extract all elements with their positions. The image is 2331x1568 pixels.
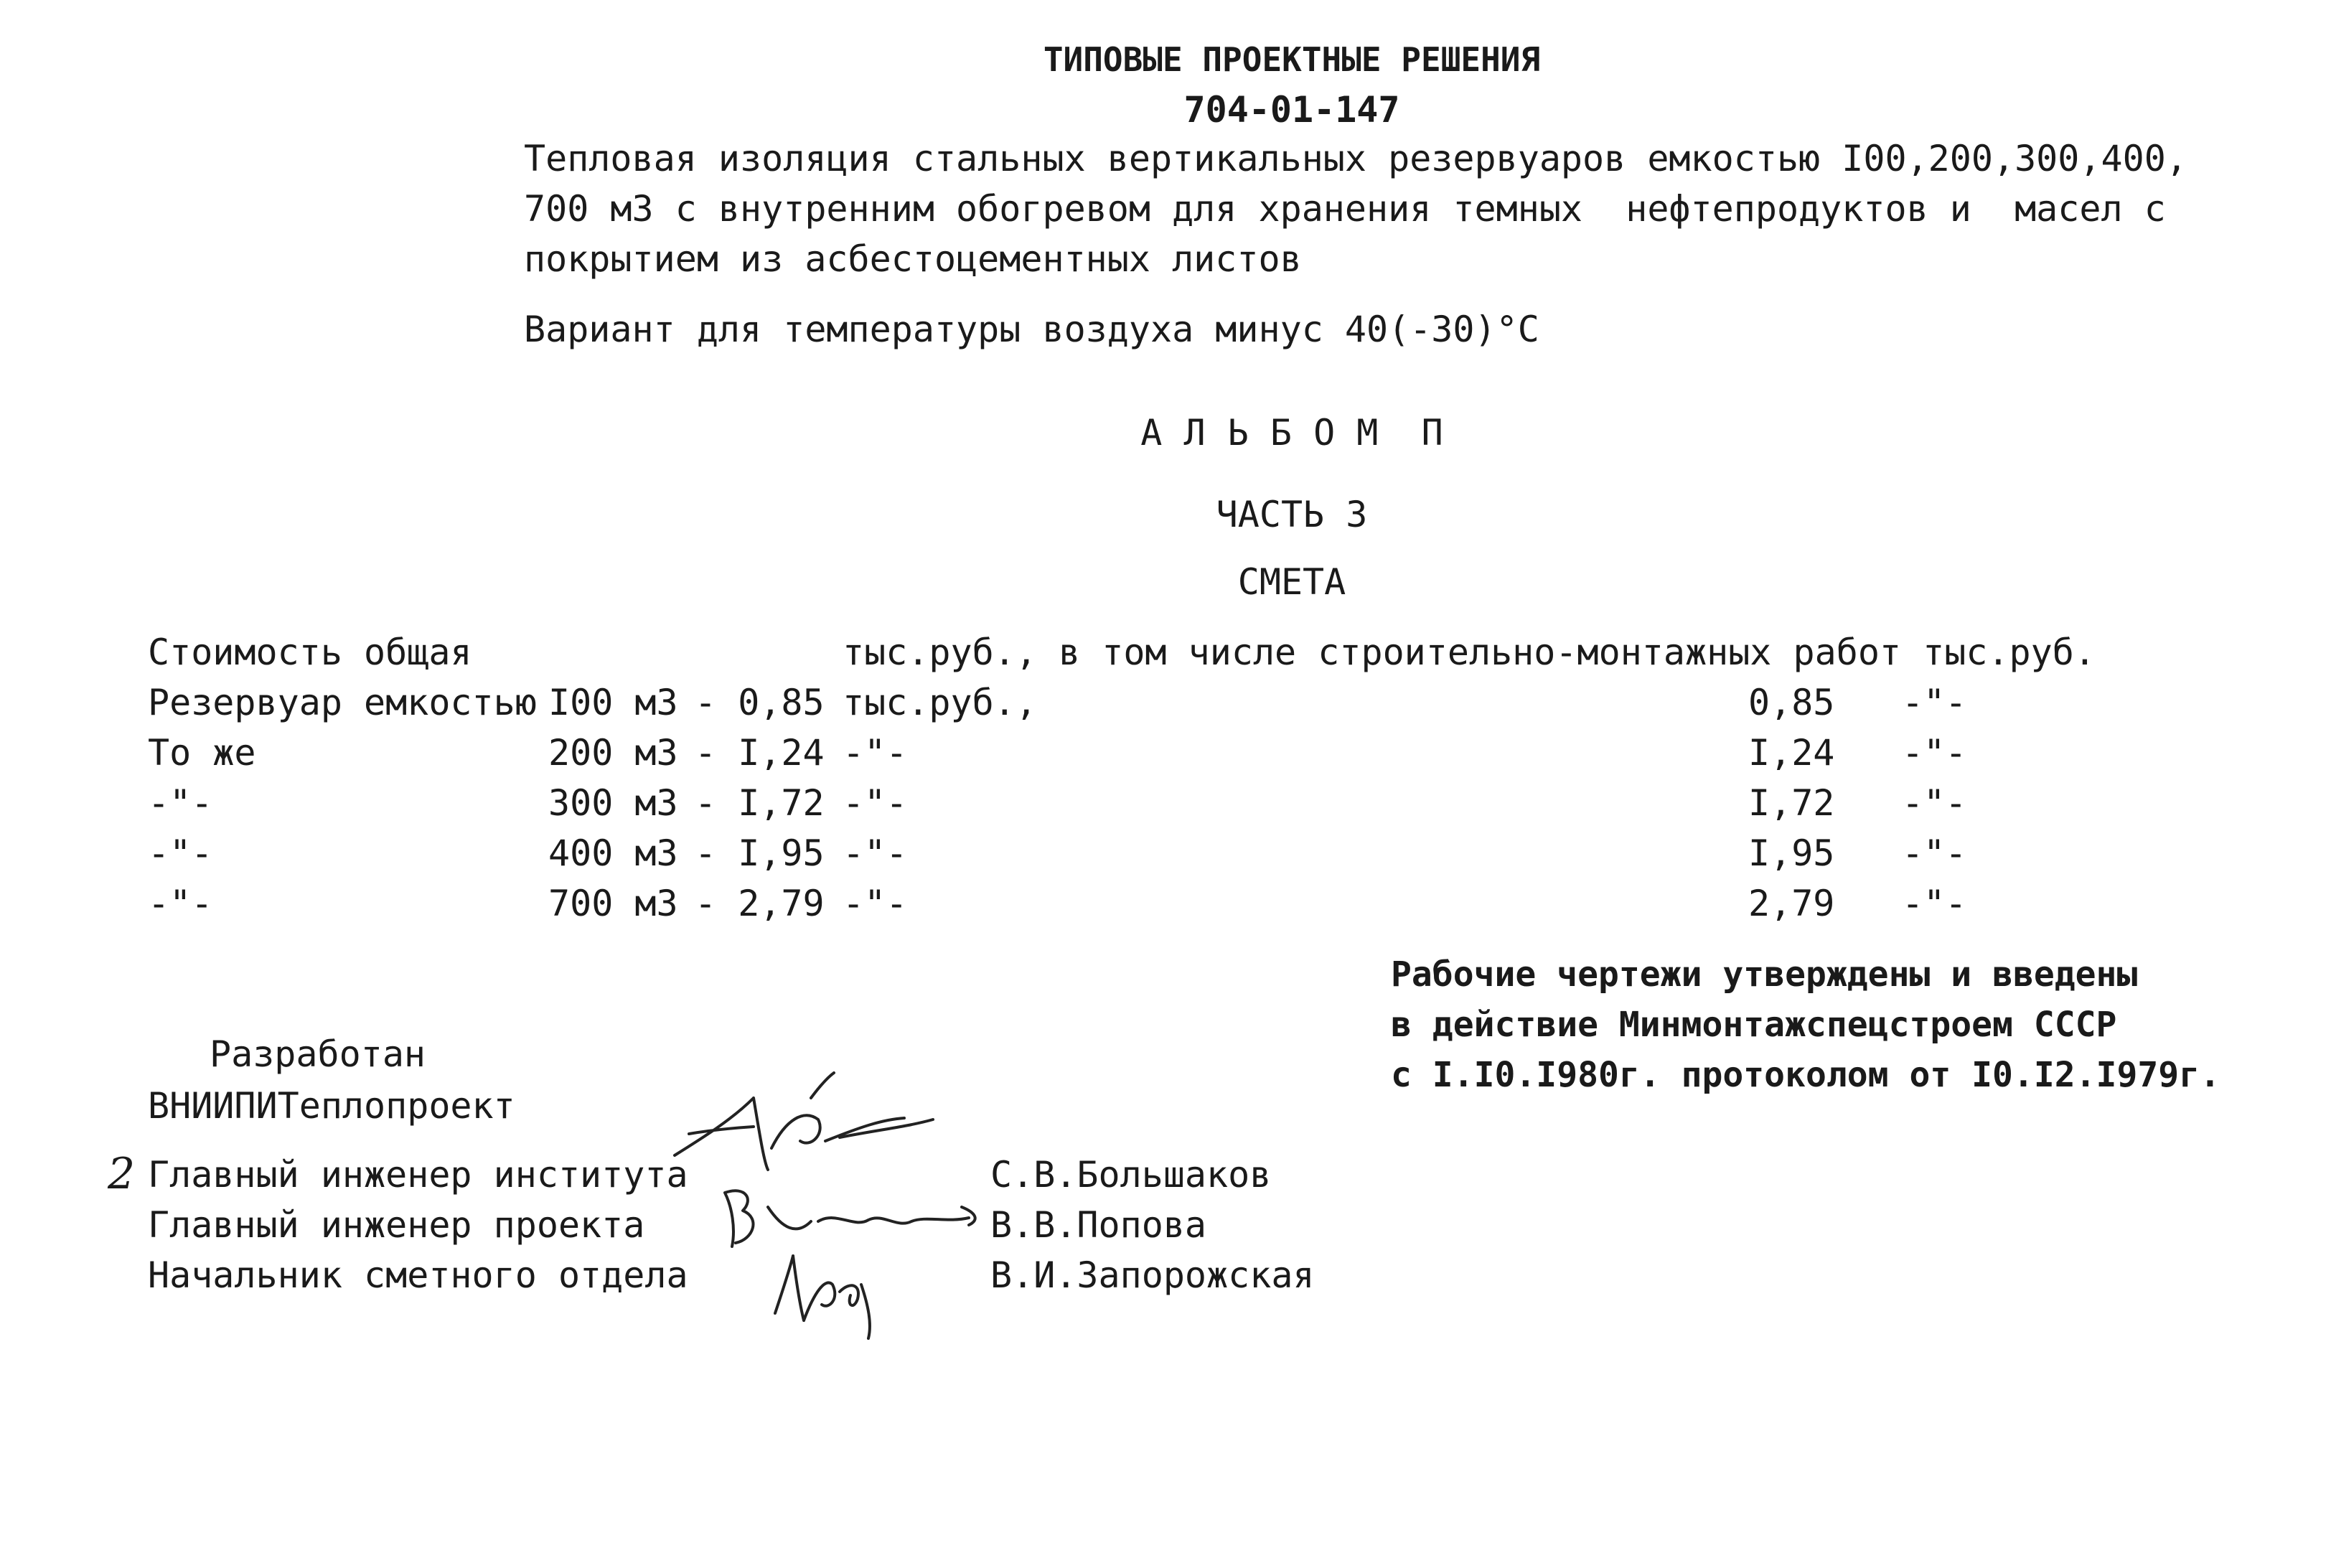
- part-title: ЧАСТЬ 3: [1216, 494, 1368, 535]
- handwritten-mark: 2: [108, 1149, 136, 1199]
- row-smr: I,24: [1748, 732, 1835, 774]
- album-title: А Л Ь Б О М П: [1140, 412, 1443, 454]
- temperature-variant: Вариант для температуры воздуха минус 40(-30)°C: [524, 309, 1539, 350]
- row-cost: - I,72: [695, 782, 825, 824]
- approval-line-2: в действие Минмонтажспецстроем СССР: [1391, 1005, 2117, 1045]
- approval-line-3: с I.I0.I980г. протоколом от I0.I2.I979г.: [1391, 1055, 2220, 1095]
- row-volume: I00 м3: [548, 682, 678, 723]
- row-cost: - I,95: [695, 832, 825, 874]
- row-volume: 400 м3: [548, 832, 678, 874]
- signature-head-estimate-department: [761, 1241, 904, 1342]
- row-unit: -"-: [843, 832, 908, 874]
- signatory-role: Главный инженер проекта: [148, 1204, 645, 1246]
- row-ditto: -"-: [1902, 883, 1967, 924]
- signatory-name: В.И.Запорожская: [990, 1254, 1315, 1296]
- row-smr: 0,85: [1748, 682, 1835, 723]
- row-volume: 200 м3: [548, 732, 678, 774]
- row-smr: 2,79: [1748, 883, 1835, 924]
- row-label: То же: [148, 732, 256, 774]
- row-unit: тыс.руб.,: [843, 682, 1037, 723]
- approval-line-1: Рабочие чертежи утверждены и введены: [1391, 954, 2138, 995]
- row-ditto: -"-: [1902, 682, 1967, 723]
- doc-type-title: СМЕТА: [1237, 561, 1346, 603]
- row-cost: - I,24: [695, 732, 825, 774]
- description-line-1: Тепловая изоляция стальных вертикальных резервуаров емкостью I00,200,300,400,: [524, 138, 2187, 179]
- row-unit: -"-: [843, 732, 908, 774]
- row-ditto: -"-: [1902, 832, 1967, 874]
- series-title: ТИПОВЫЕ ПРОЕКТНЫЕ РЕШЕНИЯ: [1043, 40, 1541, 79]
- signatory-name: В.В.Попова: [990, 1204, 1207, 1246]
- row-label: -"-: [148, 883, 213, 924]
- row-smr: I,72: [1748, 782, 1835, 824]
- row-cost: - 2,79: [695, 883, 825, 924]
- row-label: -"-: [148, 782, 213, 824]
- cost-header-right: тыс.руб., в том числе строительно-монтажных работ тыс.руб.: [843, 632, 2096, 673]
- signatory-role: Главный инженер института: [148, 1154, 688, 1196]
- cost-header-left: Стоимость общая: [148, 632, 472, 673]
- row-volume: 700 м3: [548, 883, 678, 924]
- row-unit: -"-: [843, 782, 908, 824]
- row-cost: - 0,85: [695, 682, 825, 723]
- row-ditto: -"-: [1902, 732, 1967, 774]
- row-volume: 300 м3: [548, 782, 678, 824]
- row-label: -"-: [148, 832, 213, 874]
- row-label: Резервуар емкостью: [148, 682, 537, 723]
- developer-org: ВНИИПИТеплопроект: [148, 1085, 515, 1127]
- description-line-2: 700 м3 с внутренним обогревом для хранения темных нефтепродуктов и масел с: [524, 188, 2166, 230]
- signatory-role: Начальник сметного отдела: [148, 1254, 688, 1296]
- row-unit: -"-: [843, 883, 908, 924]
- developer-label: Разработан: [210, 1033, 426, 1075]
- row-smr: I,95: [1748, 832, 1835, 874]
- document-number: 704-01-147: [1183, 89, 1400, 131]
- description-line-3: покрытием из асбестоцементных листов: [524, 238, 1302, 280]
- signature-chief-engineer-institute: [646, 1069, 962, 1184]
- row-ditto: -"-: [1902, 782, 1967, 824]
- signatory-name: С.В.Большаков: [990, 1154, 1272, 1196]
